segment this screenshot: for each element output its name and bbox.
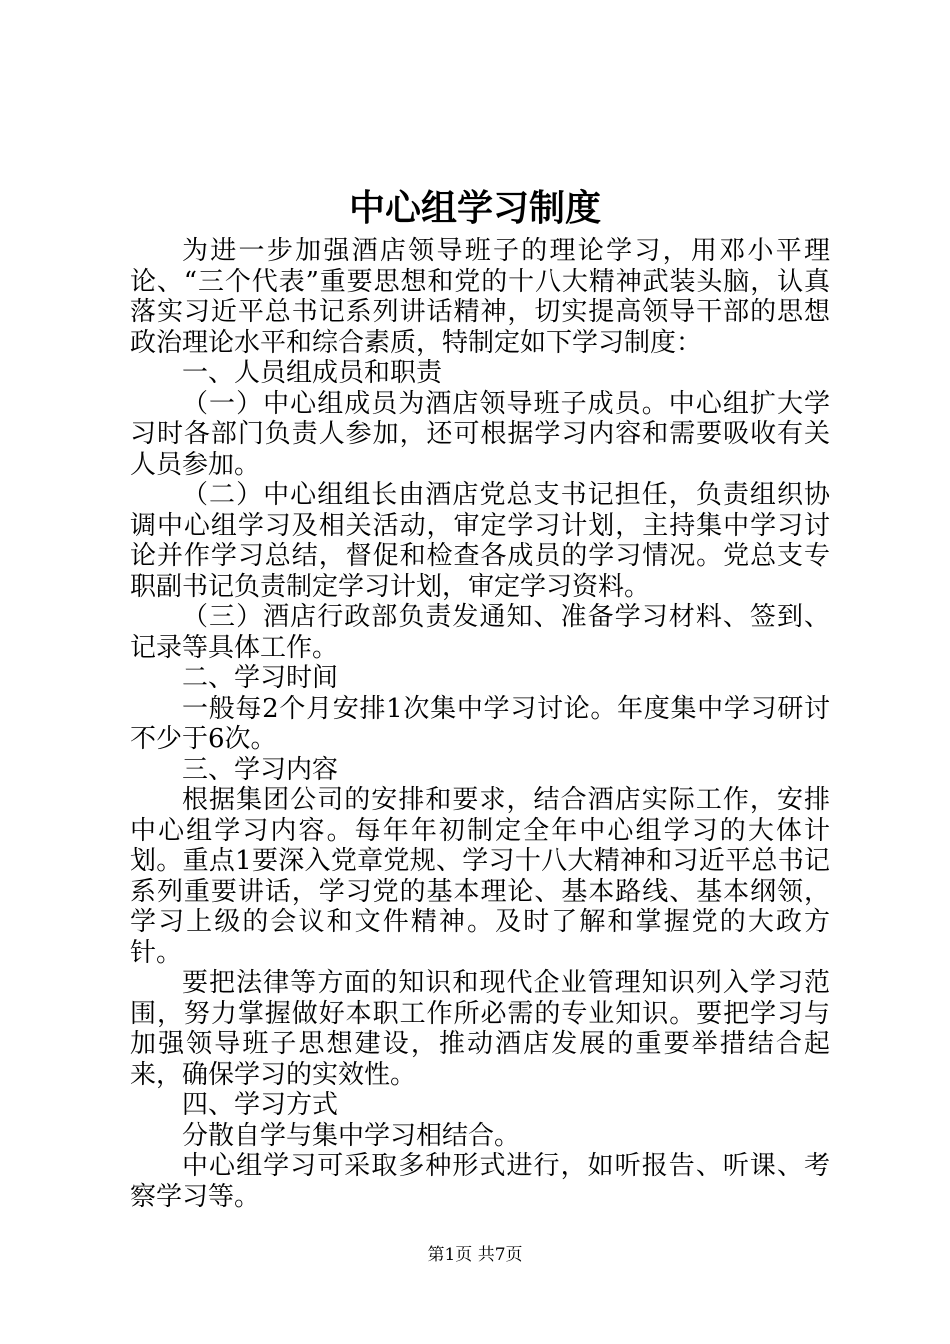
paragraph-4-1: 分散自学与集中学习相结合。 — [182, 1120, 521, 1151]
paragraph-3-2: 要把法律等方面的知识和现代企业管理知识列入学习范围，努力掌握做好本职工作所必需的专业知识。要把学习与加强领导班子思想建设，推动酒店发展的重要举措结合起来，确保学习的实效性。 — [130, 968, 830, 1090]
section-heading-4: 四、学习方式 — [182, 1090, 339, 1120]
paragraph-1-3: （三）酒店行政部负责发通知、准备学习材料、签到、记录等具体工作。 — [130, 602, 830, 663]
page-footer: 第1页 共7页 — [427, 1245, 523, 1265]
section-heading-2: 二、学习时间 — [182, 663, 339, 693]
paragraph-1-1: （一）中心组成员为酒店领导班子成员。中心组扩大学习时各部门负责人参加，还可根据学习内容和需要吸收有关人员参加。 — [130, 388, 830, 480]
section-heading-3: 三、学习内容 — [182, 754, 339, 785]
document-body — [130, 236, 830, 1212]
paragraph-intro: 为进一步加强酒店领导班子的理论学习，用邓小平理论、“三个代表”重要思想和党的十八大精神武装头脑，认真落实习近平总书记系列讲话精神，切实提高领导干部的思想政治理论水平和综合素质，特制定如下学习制度： — [130, 236, 830, 358]
paragraph-2-1: 一般每2个月安排1次集中学习讨论。年度集中学习研讨不少于6次。 — [130, 693, 830, 754]
paragraph-1-2: （二）中心组组长由酒店党总支书记担任，负责组织协调中心组学习及相关活动，审定学习计划，主持集中学习讨论并作学习总结，督促和检查各成员的学习情况。党总支专职副书记负责制定学习计划，审定学习资料。 — [130, 480, 830, 602]
document-title: 中心组学习制度 — [348, 187, 601, 229]
paragraph-3-1: 根据集团公司的安排和要求，结合酒店实际工作，安排中心组学习内容。每年年初制定全年中心组学习的大体计划。重点1要深入党章党规、学习十八大精神和习近平总书记系列重要讲话，学习党的基本理论、基本路线、基本纲领，学习上级的会议和文件精神。及时了解和掌握党的大政方针。 — [130, 785, 830, 968]
paragraph-4-2: 中心组学习可采取多种形式进行，如听报告、听课、考察学习等。 — [130, 1151, 830, 1212]
section-heading-1: 一、人员组成员和职责 — [182, 358, 443, 388]
